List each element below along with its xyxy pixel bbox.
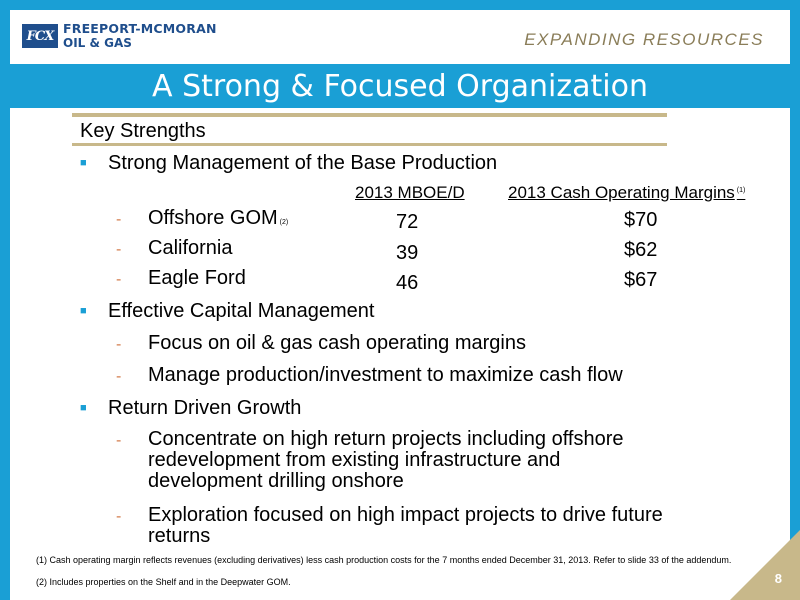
- logo-mark: FCX: [22, 24, 58, 48]
- dash-bullet-icon: -: [116, 211, 122, 228]
- list-item: [116, 429, 676, 492]
- dash-bullet-icon: -: [116, 336, 122, 353]
- corner-accent: [730, 530, 800, 600]
- dash-bullet-icon: -: [116, 241, 122, 258]
- divider-bottom: [72, 143, 667, 146]
- table-row: [116, 208, 288, 229]
- slide-title: A Strong & Focused Organization: [152, 68, 648, 104]
- column-header-mboe: 2013 MBOE/D: [355, 183, 465, 202]
- row-margin: $62: [624, 239, 658, 261]
- row-name: Offshore GOM: [148, 207, 278, 229]
- dash-bullet-icon: -: [116, 368, 122, 385]
- footnote-ref: (2): [279, 219, 289, 226]
- dash-bullet-icon: -: [116, 271, 122, 288]
- bullet-label: Effective Capital Management: [108, 300, 375, 322]
- row-mboe: 72: [396, 211, 419, 233]
- bullet-label: Return Driven Growth: [108, 397, 302, 419]
- bullet-capital-management: [80, 300, 374, 323]
- column-header-margins-label: 2013 Cash Operating Margins: [508, 183, 735, 202]
- row-margin: $70: [624, 209, 658, 231]
- logo-line1: FREEPORT-MCMORAN: [63, 21, 217, 36]
- row-margin: $67: [624, 269, 658, 291]
- list-item-text: Exploration focused on high impact projects to drive future returns: [148, 504, 663, 547]
- divider-top: [72, 113, 667, 117]
- footnote-1: (1) Cash operating margin reflects revenues (excluding derivatives) less cash production costs for the 7 months ended December 31, 2013. Refer to slide 33 of the addendum.: [36, 555, 732, 565]
- key-strengths-heading: Key Strengths: [80, 120, 206, 142]
- square-bullet-icon: ■: [80, 157, 87, 169]
- table-row: [116, 238, 232, 259]
- page-number: 8: [774, 571, 782, 586]
- list-item-text: Focus on oil & gas cash operating margins: [148, 332, 526, 354]
- row-mboe: 39: [396, 242, 419, 264]
- square-bullet-icon: ■: [80, 305, 87, 317]
- company-logo: [22, 22, 217, 50]
- title-bar: [10, 64, 790, 108]
- list-item: [116, 365, 623, 386]
- dash-bullet-icon: -: [116, 508, 122, 525]
- dash-bullet-icon: -: [116, 432, 122, 449]
- row-name: Eagle Ford: [148, 267, 246, 289]
- bullet-return-driven-growth: [80, 397, 301, 420]
- logo-text: [63, 22, 217, 50]
- list-item: [116, 333, 526, 354]
- footnote-2: (2) Includes properties on the Shelf and in the Deepwater GOM.: [36, 577, 291, 587]
- column-header-margins: [508, 183, 745, 203]
- list-item-text: Manage production/investment to maximize cash flow: [148, 364, 623, 386]
- list-item-text: Concentrate on high return projects including offshore redevelopment from existing infrastructure and development drilling onshore: [148, 428, 624, 492]
- bullet-label: Strong Management of the Base Production: [108, 152, 498, 174]
- tagline: EXPANDING RESOURCES: [524, 30, 764, 49]
- footnote-ref: (1): [736, 187, 746, 194]
- row-name: California: [148, 237, 233, 259]
- logo-line2: OIL & GAS: [63, 36, 132, 50]
- bullet-base-production: [80, 152, 497, 175]
- row-mboe: 46: [396, 272, 419, 294]
- table-row: [116, 268, 246, 289]
- list-item: [116, 505, 676, 547]
- square-bullet-icon: ■: [80, 402, 87, 414]
